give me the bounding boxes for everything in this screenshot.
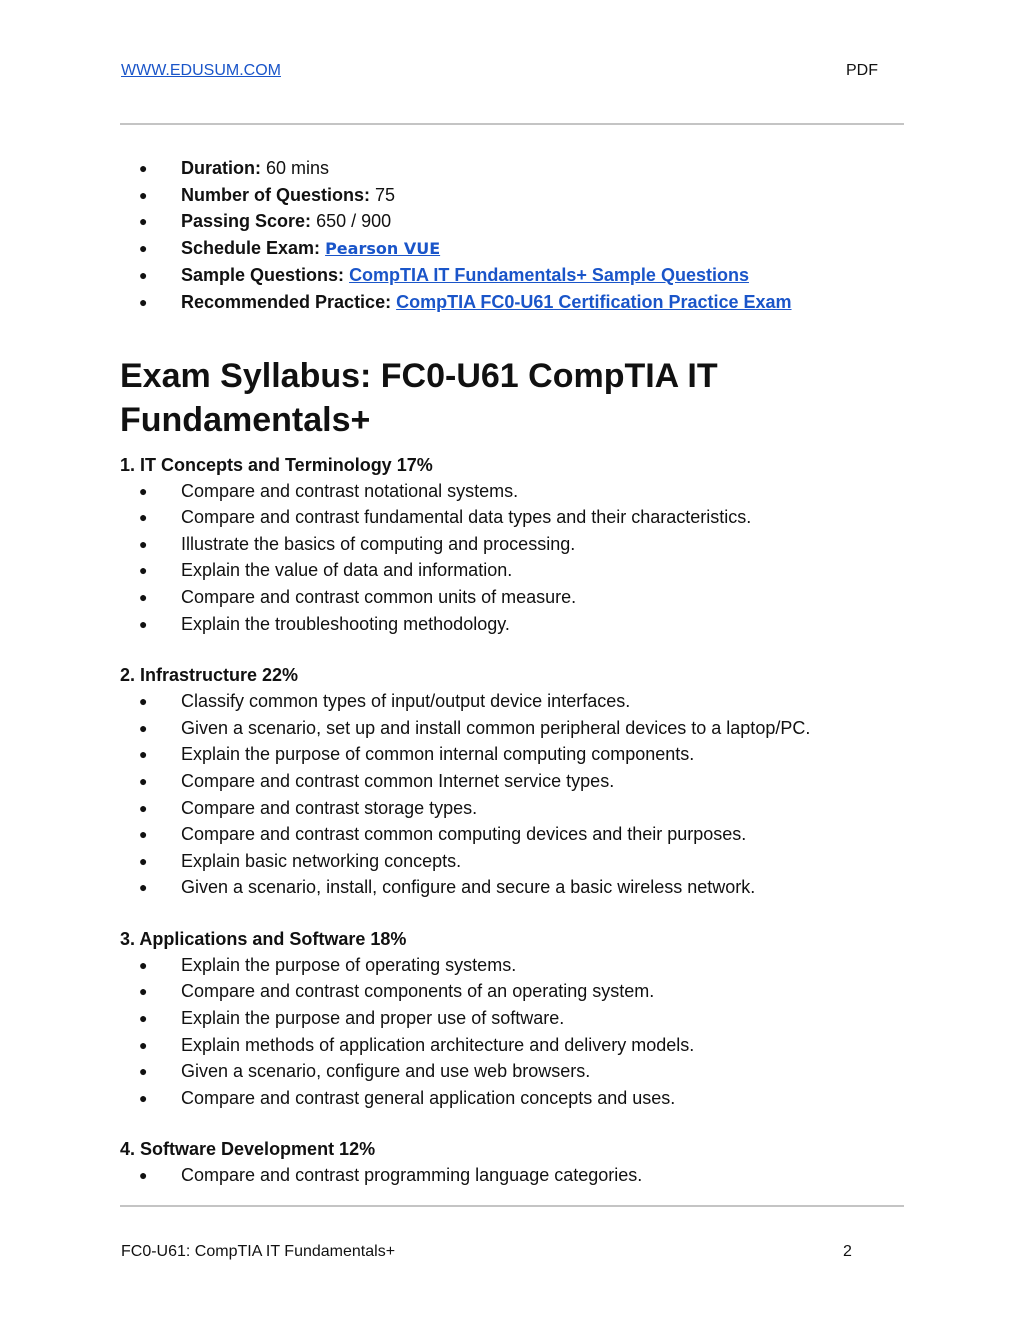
objective-text: Compare and contrast common computing devices and their purposes. [181,824,747,845]
objective-text: Explain the purpose of operating systems. [181,954,517,975]
bullet-icon: ● [139,826,148,843]
objective-text: Compare and contrast common units of measure. [181,586,577,607]
objective-list [120,478,910,638]
list-item [120,688,910,715]
list-item [120,611,910,638]
objective-text: Explain the troubleshooting methodology. [181,613,510,634]
list-item [120,478,910,505]
header-divider [120,123,904,125]
bullet-icon: ● [139,160,148,176]
list-item [120,1005,910,1032]
syllabus-title: Exam Syllabus: FC0-U61 CompTIA IT Fundamentals+ [120,356,718,439]
list-item [120,952,910,979]
info-value: 75 [375,184,396,205]
objective-text: Illustrate the basics of computing and processing. [181,533,576,554]
list-item [120,874,910,901]
objective-text: Given a scenario, install, configure and secure a basic wireless network. [181,877,756,898]
section-title: 3. Applications and Software 18% [120,928,407,949]
list-item [120,155,910,182]
bullet-icon: ● [139,693,148,710]
objective-list [120,1162,910,1189]
page-number: 2 [843,1243,852,1260]
objective-text: Explain basic networking concepts. [181,850,462,871]
bullet-icon: ● [139,746,148,763]
info-label: Duration: [181,158,261,178]
bullet-icon: ● [139,482,148,499]
bullet-icon: ● [139,293,148,310]
list-item [120,584,910,611]
section-title: 4. Software Development 12% [120,1139,376,1160]
info-label: Schedule Exam: [181,237,321,258]
bullet-icon: ● [139,772,148,789]
objective-text: Explain the purpose of common internal computing components. [181,744,695,765]
list-item [120,289,910,316]
site-link[interactable]: WWW.EDUSUM.COM [121,62,281,79]
list-item [120,715,910,742]
syllabus-sections [120,452,910,1189]
list-item [120,235,910,263]
list-item [120,262,910,289]
bullet-icon: ● [139,983,148,1000]
objective-text: Compare and contrast notational systems. [181,480,519,501]
bullet-icon: ● [139,1089,148,1106]
bullet-icon: ● [139,719,148,736]
syllabus-section [120,1136,910,1189]
objective-list [120,952,910,1112]
bullet-icon: ● [139,213,148,230]
bullet-icon: ● [139,1167,148,1184]
list-item [120,848,910,875]
bullet-icon: ● [139,852,148,869]
list-item [120,1058,910,1085]
list-item [120,1085,910,1112]
list-item [120,208,910,235]
bullet-icon: ● [139,1010,148,1027]
list-item [120,531,910,558]
list-item [120,768,910,795]
objective-text: Compare and contrast components of an operating system. [181,981,655,1002]
objective-text: Compare and contrast programming language categories. [181,1165,643,1186]
bullet-icon: ● [139,956,148,973]
objective-text: Explain the purpose and proper use of software. [181,1008,565,1029]
footer-title: FC0-U61: CompTIA IT Fundamentals+ [121,1243,396,1260]
syllabus-section [120,926,910,1112]
bullet-icon: ● [139,879,148,896]
info-label: Sample Questions: [181,265,345,286]
bullet-icon: ● [139,588,148,605]
bullet-icon: ● [139,799,148,816]
list-item [120,1032,910,1059]
objective-text: Compare and contrast common Internet service types. [181,770,615,791]
bullet-icon: ● [139,562,148,579]
footer-divider [120,1205,904,1207]
format-label: PDF [846,62,878,79]
list-item [120,741,910,768]
list-item [120,557,910,584]
list-item [120,504,910,531]
objective-text: Given a scenario, set up and install common peripheral devices to a laptop/PC. [181,717,811,738]
section-title: 2. Infrastructure 22% [120,665,299,686]
bullet-icon: ● [139,615,148,632]
bullet-icon: ● [139,535,148,552]
info-label: Passing Score: [181,211,312,232]
objective-text: Explain methods of application architecture and delivery models. [181,1034,695,1055]
exam-info-list [120,155,910,316]
info-value: 650 / 900 [316,211,392,232]
list-item [120,821,910,848]
info-label: Recommended Practice: [181,291,392,312]
sample-questions-link[interactable]: CompTIA IT Fundamentals+ Sample Questions [349,265,749,286]
syllabus-section [120,662,910,901]
info-value: 60 mins [266,158,330,178]
bullet-icon: ● [139,267,148,284]
bullet-icon: ● [139,509,148,526]
info-label: Number of Questions: [181,184,371,205]
syllabus-section [120,452,910,638]
page-content [120,155,910,1214]
objective-text: Explain the value of data and information. [181,560,513,581]
list-item [120,978,910,1005]
objective-text: Classify common types of input/output device interfaces. [181,691,631,712]
objective-text: Compare and contrast fundamental data types and their characteristics. [181,507,752,528]
objective-text: Compare and contrast storage types. [181,797,478,818]
bullet-icon: ● [139,1063,148,1080]
list-item [120,182,910,209]
bullet-icon: ● [139,239,148,256]
objective-text: Given a scenario, configure and use web browsers. [181,1061,591,1082]
objective-list [120,688,910,901]
practice-exam-link[interactable]: CompTIA FC0-U61 Certification Practice Exam [396,291,792,312]
list-item [120,795,910,822]
list-item [120,1162,910,1189]
section-title: 1. IT Concepts and Terminology 17% [120,454,433,475]
bullet-icon: ● [139,186,148,203]
objective-text: Compare and contrast general application concepts and uses. [181,1087,676,1108]
bullet-icon: ● [139,1036,148,1053]
pearson-vue-link[interactable]: Pearson VUE [325,238,441,258]
